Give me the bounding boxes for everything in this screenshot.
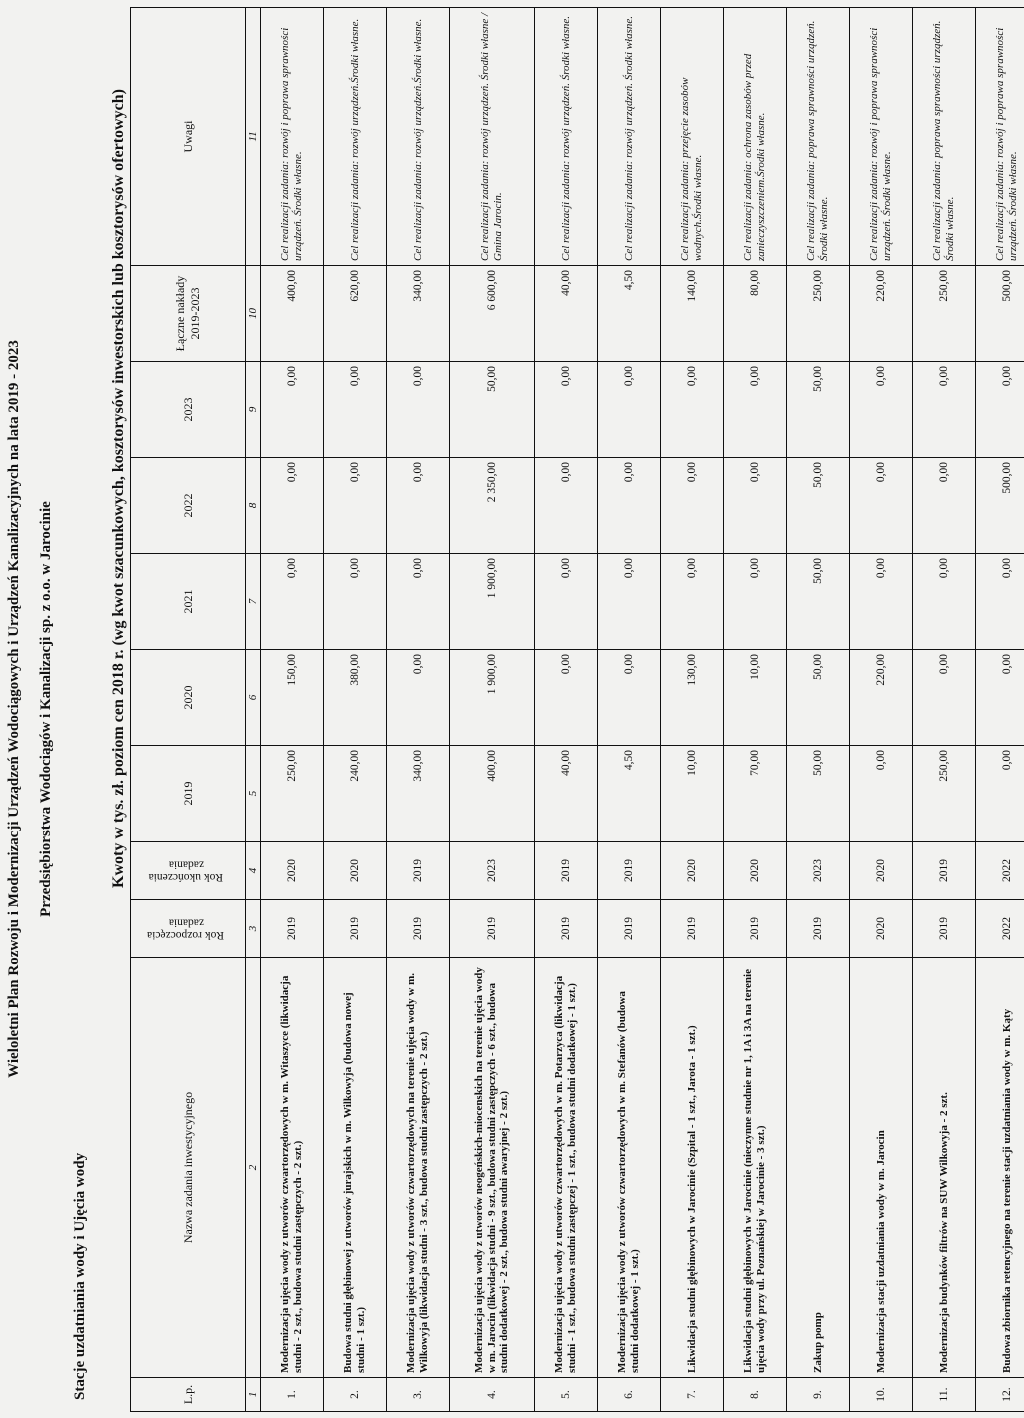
amount-2022: 0,00 <box>850 458 913 554</box>
task-note: Cel realizacji zadania: rozwój urządzeń.Środki własne. <box>387 8 450 266</box>
task-note: Cel realizacji zadania: rozwój urządzeń. Środki własne. <box>535 8 598 266</box>
row-number: 5. <box>535 1378 598 1412</box>
amount-2022: 0,00 <box>261 458 324 554</box>
amount-2023: 0,00 <box>976 362 1024 458</box>
row-number: 2. <box>324 1378 387 1412</box>
row-number: 1. <box>261 1378 324 1412</box>
table-row <box>387 8 450 1412</box>
column-number: 7 <box>246 554 261 650</box>
task-note: Cel realizacji zadania: przejęcie zasobów wodnych.Środki własne. <box>661 8 724 266</box>
amount-2023: 50,00 <box>787 362 850 458</box>
amount-2020: 0,00 <box>976 650 1024 746</box>
amount-2021: 0,00 <box>324 554 387 650</box>
header-2020: 2020 <box>131 650 246 746</box>
row-number: 8. <box>724 1378 787 1412</box>
start-year: 2019 <box>598 900 661 958</box>
amount-2020: 380,00 <box>324 650 387 746</box>
amounts-caption: Kwoty w tys. zł. poziom cen 2018 r. (wg kwot szacunkowych, kosztorysów inwestorskich lub kosztorysów ofertowych) <box>110 89 127 888</box>
amount-2021: 0,00 <box>976 554 1024 650</box>
amount-2022: 50,00 <box>787 458 850 554</box>
end-year: 2019 <box>913 842 976 900</box>
task-name: Modernizacja ujęcia wody z utworów czwartorzędowych na terenie ujęcia wody w m. Wilkowyja (likwidacja studni - 3 szt., budowa studni zastępczych - 2 szt.) <box>387 958 450 1378</box>
start-year: 2019 <box>450 900 535 958</box>
header-2021: 2021 <box>131 554 246 650</box>
amount-2022: 2 350,00 <box>450 458 535 554</box>
amount-2019: 50,00 <box>787 746 850 842</box>
end-year: 2022 <box>976 842 1024 900</box>
task-note: Cel realizacji zadania: rozwój urządzeń.Środki własne. <box>324 8 387 266</box>
task-note: Cel realizacji zadania: rozwój urządzeń. Środki własne. <box>598 8 661 266</box>
amount-2020: 50,00 <box>787 650 850 746</box>
table-row <box>976 8 1024 1412</box>
amount-2020: 0,00 <box>387 650 450 746</box>
company-name: Przedsiębiorstwa Wodociągów i Kanalizacji sp. z o.o. w Jarocinie <box>38 501 54 917</box>
amount-2023: 0,00 <box>850 362 913 458</box>
task-note: Cel realizacji zadania: ochrona zasobów przed zanieczyszczeniem.Środki własne. <box>724 8 787 266</box>
amount-2022: 0,00 <box>324 458 387 554</box>
task-name: Modernizacja budynków filtrów na SUW Wilkowyja - 2 szt. <box>913 958 976 1378</box>
end-year: 2020 <box>661 842 724 900</box>
total-amount: 40,00 <box>535 266 598 362</box>
start-year: 2019 <box>261 900 324 958</box>
amount-2023: 0,00 <box>598 362 661 458</box>
header-2019: 2019 <box>131 746 246 842</box>
end-year: 2020 <box>261 842 324 900</box>
header-end-year: Rok ukończenia zadania <box>131 842 246 900</box>
end-year: 2023 <box>787 842 850 900</box>
amount-2019: 250,00 <box>913 746 976 842</box>
row-number: 10. <box>850 1378 913 1412</box>
total-amount: 140,00 <box>661 266 724 362</box>
amount-2023: 0,00 <box>724 362 787 458</box>
total-amount: 220,00 <box>850 266 913 362</box>
total-amount: 500,00 <box>976 266 1024 362</box>
amount-2019: 0,00 <box>850 746 913 842</box>
task-note: Cel realizacji zadania: poprawa sprawności urządzeń. Środki własne. <box>913 8 976 266</box>
amount-2022: 0,00 <box>598 458 661 554</box>
end-year: 2020 <box>724 842 787 900</box>
start-year: 2019 <box>913 900 976 958</box>
amount-2021: 1 900,00 <box>450 554 535 650</box>
amount-2020: 150,00 <box>261 650 324 746</box>
amount-2022: 0,00 <box>387 458 450 554</box>
amount-2019: 400,00 <box>450 746 535 842</box>
column-number: 4 <box>246 842 261 900</box>
amount-2021: 50,00 <box>787 554 850 650</box>
amount-2019: 4,50 <box>598 746 661 842</box>
amount-2019: 40,00 <box>535 746 598 842</box>
column-number: 3 <box>246 900 261 958</box>
table-row <box>535 8 598 1412</box>
task-name: Zakup pomp <box>787 958 850 1378</box>
end-year: 2019 <box>598 842 661 900</box>
header-row <box>131 8 246 1412</box>
amount-2021: 0,00 <box>724 554 787 650</box>
column-number: 11 <box>246 8 261 266</box>
end-year: 2019 <box>387 842 450 900</box>
task-name: Modernizacja ujęcia wody z utworów neogeńskich-miocenskich na terenie ujęcia wody w m. Jarocin (likwidacja studni - 9 szt., budowa studni zastępczych - 6 szt., budowa studni dodatkowej - 2 szt., budowa studni awaryjnej - 2 szt.) <box>450 958 535 1378</box>
amount-2023: 0,00 <box>913 362 976 458</box>
header-2022: 2022 <box>131 458 246 554</box>
end-year: 2019 <box>535 842 598 900</box>
amount-2023: 0,00 <box>535 362 598 458</box>
amount-2019: 240,00 <box>324 746 387 842</box>
amount-2020: 220,00 <box>850 650 913 746</box>
investment-table <box>130 7 1024 1412</box>
header-total: Łączne nakłady 2019-2023 <box>131 266 246 362</box>
start-year: 2019 <box>387 900 450 958</box>
task-name: Modernizacja stacji uzdatniania wody w m. Jarocin <box>850 958 913 1378</box>
amount-2019: 70,00 <box>724 746 787 842</box>
row-number: 6. <box>598 1378 661 1412</box>
start-year: 2020 <box>850 900 913 958</box>
start-year: 2019 <box>787 900 850 958</box>
amount-2021: 0,00 <box>598 554 661 650</box>
document-title: Wieloletni Plan Rozwoju i Modernizacji Urządzeń Wodociągowych i Urządzeń Kanalizacyjnych na lata 2019 - 2023 <box>6 340 22 1078</box>
start-year: 2019 <box>535 900 598 958</box>
header-notes: Uwagi <box>131 8 246 266</box>
total-amount: 620,00 <box>324 266 387 362</box>
amount-2021: 0,00 <box>387 554 450 650</box>
amount-2020: 10,00 <box>724 650 787 746</box>
start-year: 2019 <box>324 900 387 958</box>
column-number: 1 <box>246 1378 261 1412</box>
total-amount: 6 600,00 <box>450 266 535 362</box>
table-row <box>724 8 787 1412</box>
amount-2019: 340,00 <box>387 746 450 842</box>
task-name: Modernizacja ujęcia wody z utworów czwartorzędowych w m. Potarzyca (likwidacja studni - 1 szt., budowa studni zastępczej - 1 szt., budowa studni dodatkowej - 1 szt.) <box>535 958 598 1378</box>
section-title: Stacje uzdatniania wody i Ujęcia wody <box>72 1152 88 1400</box>
amount-2021: 0,00 <box>850 554 913 650</box>
task-note: Cel realizacji zadania: rozwój urządzeń. Środki własne / Gmina Jarocin. <box>450 8 535 266</box>
header-lp: L.p. <box>131 1378 246 1412</box>
table-row <box>850 8 913 1412</box>
task-note: Cel realizacji zadania: rozwój i poprawa sprawności urządzeń. Środki własne. <box>976 8 1024 266</box>
row-number: 12. <box>976 1378 1024 1412</box>
row-number: 3. <box>387 1378 450 1412</box>
task-note: Cel realizacji zadania: poprawa sprawności urządzeń. Środki własne. <box>787 8 850 266</box>
task-name: Likwidacja studni głębinowych w Jarocinie (Szpital - 1 szt., Jarota - 1 szt.) <box>661 958 724 1378</box>
amount-2019: 0,00 <box>976 746 1024 842</box>
amount-2023: 0,00 <box>661 362 724 458</box>
table-row <box>913 8 976 1412</box>
table-row <box>598 8 661 1412</box>
amount-2021: 0,00 <box>661 554 724 650</box>
task-note: Cel realizacji zadania: rozwój i poprawa sprawności urządzeń. Środki własne. <box>261 8 324 266</box>
start-year: 2022 <box>976 900 1024 958</box>
table-row <box>261 8 324 1412</box>
table-row <box>450 8 535 1412</box>
row-number: 9. <box>787 1378 850 1412</box>
total-amount: 80,00 <box>724 266 787 362</box>
column-number: 9 <box>246 362 261 458</box>
amount-2021: 0,00 <box>535 554 598 650</box>
total-amount: 250,00 <box>787 266 850 362</box>
column-number-row <box>246 8 261 1412</box>
amount-2021: 0,00 <box>913 554 976 650</box>
amount-2023: 0,00 <box>261 362 324 458</box>
start-year: 2019 <box>661 900 724 958</box>
column-number: 6 <box>246 650 261 746</box>
total-amount: 250,00 <box>913 266 976 362</box>
total-amount: 340,00 <box>387 266 450 362</box>
amount-2022: 0,00 <box>724 458 787 554</box>
row-number: 4. <box>450 1378 535 1412</box>
table-body <box>261 8 1024 1412</box>
column-number: 2 <box>246 958 261 1378</box>
total-amount: 400,00 <box>261 266 324 362</box>
end-year: 2023 <box>450 842 535 900</box>
column-number: 10 <box>246 266 261 362</box>
amount-2019: 250,00 <box>261 746 324 842</box>
header-start-year: Rok rozpoczęcia zadania <box>131 900 246 958</box>
task-name: Modernizacja ujęcia wody z utworów czwartorzędowych w m. Stefanów (budowa studni dodatkowej - 1 szt.) <box>598 958 661 1378</box>
column-number: 8 <box>246 458 261 554</box>
row-number: 7. <box>661 1378 724 1412</box>
task-name: Budowa zbiornika retencyjnego na terenie stacji uzdatniania wody w m. Kąty <box>976 958 1024 1378</box>
amount-2023: 0,00 <box>324 362 387 458</box>
amount-2020: 0,00 <box>598 650 661 746</box>
start-year: 2019 <box>724 900 787 958</box>
table-row <box>787 8 850 1412</box>
task-name: Modernizacja ujęcia wody z utworów czwartorzędowych w m. Witaszyce (likwidacja studni - 2 szt., budowa studni zastępczych - 2 szt.) <box>261 958 324 1378</box>
amount-2019: 10,00 <box>661 746 724 842</box>
amount-2020: 0,00 <box>535 650 598 746</box>
total-amount: 4,50 <box>598 266 661 362</box>
task-note: Cel realizacji zadania: rozwój i poprawa sprawności urządzeń. Środki własne. <box>850 8 913 266</box>
amount-2022: 0,00 <box>913 458 976 554</box>
amount-2020: 1 900,00 <box>450 650 535 746</box>
task-name: Likwidacja studni głębinowych w Jarocinie (nieczynne studnie nr 1, 1A i 3A na terenie ujęcia wody przy ul. Poznańskiej w Jarocinie - 3 szt.) <box>724 958 787 1378</box>
amount-2020: 0,00 <box>913 650 976 746</box>
amount-2023: 50,00 <box>450 362 535 458</box>
amount-2021: 0,00 <box>261 554 324 650</box>
amount-2020: 130,00 <box>661 650 724 746</box>
end-year: 2020 <box>850 842 913 900</box>
amount-2022: 500,00 <box>976 458 1024 554</box>
amount-2022: 0,00 <box>535 458 598 554</box>
end-year: 2020 <box>324 842 387 900</box>
task-name: Budowa studni głębinowej z utworów jurajskich w m. Wilkowyja (budowa nowej studni - 1 szt.) <box>324 958 387 1378</box>
amount-2022: 0,00 <box>661 458 724 554</box>
table-row <box>324 8 387 1412</box>
row-number: 11. <box>913 1378 976 1412</box>
header-task-name: Nazwa zadania inwestycyjnego <box>131 958 246 1378</box>
table-row <box>661 8 724 1412</box>
header-2023: 2023 <box>131 362 246 458</box>
column-number: 5 <box>246 746 261 842</box>
amount-2023: 0,00 <box>387 362 450 458</box>
